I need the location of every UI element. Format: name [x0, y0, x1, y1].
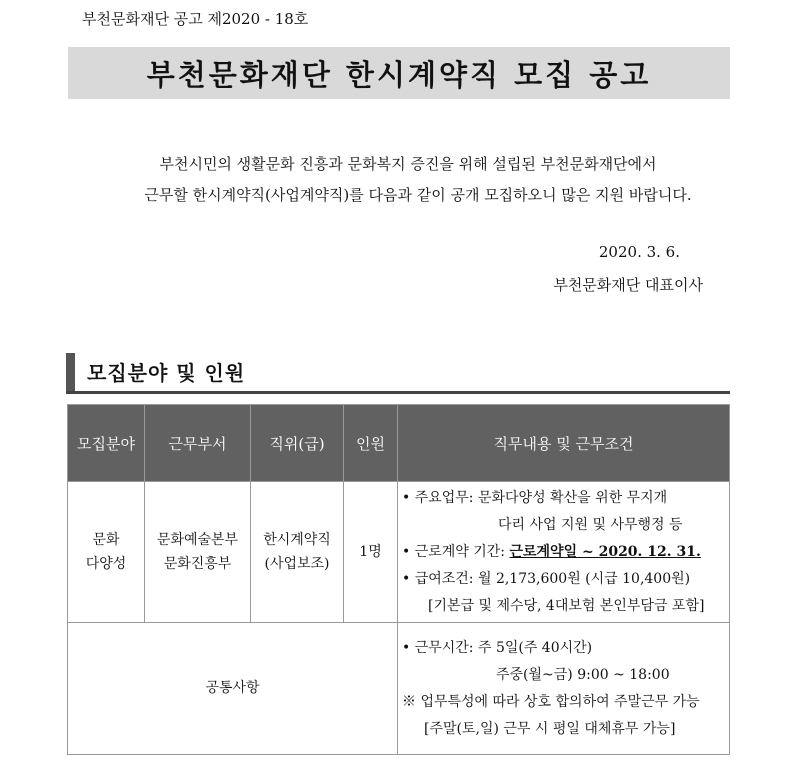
- cell-common-label: 공통사항: [68, 623, 398, 755]
- cell-duties: [398, 482, 730, 623]
- section-divider: [66, 391, 730, 394]
- cell-headcount: 1명: [344, 482, 398, 623]
- contract-period: [402, 539, 725, 566]
- dept-line-1: 문화예술본부: [156, 531, 239, 548]
- title-banner: [68, 47, 730, 99]
- header-headcount: 인원: [344, 405, 398, 482]
- weekend-note: [주말(토,일) 근무 시 평일 대체휴무 가능]: [424, 720, 676, 737]
- recruitment-table: [67, 404, 730, 755]
- announcement-number: 부천문화재단 공고 제2020 - 18호: [82, 10, 309, 28]
- signer: 부천문화재단 대표이사: [553, 276, 703, 294]
- section-title: 모집분야 및 인원: [87, 361, 246, 385]
- field-line-1: 문화: [92, 531, 120, 548]
- duty-main: • 주요업무: 문화다양성 확산을 위한 무지개: [402, 489, 668, 506]
- intro-line-2: 근무할 한시계약직(사업계약직)를 다음과 같이 공개 모집하오니 많은 지원 바랍니다.: [144, 186, 692, 204]
- header-duties: 직무내용 및 근무조건: [398, 405, 730, 482]
- table-row: [68, 482, 730, 623]
- work-hours-detail: 주중(월~금) 9:00 ~ 18:00: [496, 666, 670, 683]
- page-title: 부천문화재단 한시계약직 모집 공고: [146, 57, 652, 92]
- table-row: [68, 623, 730, 755]
- contract-label: • 근로계약 기간:: [402, 543, 510, 560]
- dept-line-2: 문화진흥부: [163, 556, 232, 572]
- contract-value: 근로계약일 ~ 2020. 12. 31.: [509, 543, 701, 560]
- salary-note: [기본급 및 제수당, 4대보험 본인부담금 포함]: [428, 597, 705, 614]
- announcement-date: 2020. 3. 6.: [598, 243, 680, 261]
- cell-position: [251, 482, 344, 623]
- position-line-2: (사업보조): [264, 556, 330, 572]
- header-position: 직위(급): [251, 405, 344, 482]
- section-heading: [66, 353, 730, 393]
- duty-main-continued: 다리 사업 지원 및 사무행정 등: [498, 516, 683, 533]
- salary: • 급여조건: 월 2,173,600원 (시급 10,400원): [402, 570, 691, 587]
- field-line-2: 다양성: [85, 556, 127, 572]
- weekend-work: ※ 업무특성에 따라 상호 합의하여 주말근무 가능: [402, 693, 700, 710]
- table-header-row: [68, 405, 730, 482]
- cell-department: [145, 482, 251, 623]
- header-department: 근무부서: [145, 405, 251, 482]
- intro-line-1: 부천시민의 생활문화 진흥과 문화복지 증진을 위해 설립된 부천문화재단에서: [159, 155, 657, 173]
- position-line-1: 한시계약직: [263, 531, 331, 548]
- cell-common-conditions: [398, 623, 730, 755]
- cell-field: [68, 482, 145, 623]
- work-hours: • 근무시간: 주 5일(주 40시간): [402, 639, 593, 656]
- header-field: 모집분야: [68, 405, 145, 482]
- section-marker: [66, 353, 75, 391]
